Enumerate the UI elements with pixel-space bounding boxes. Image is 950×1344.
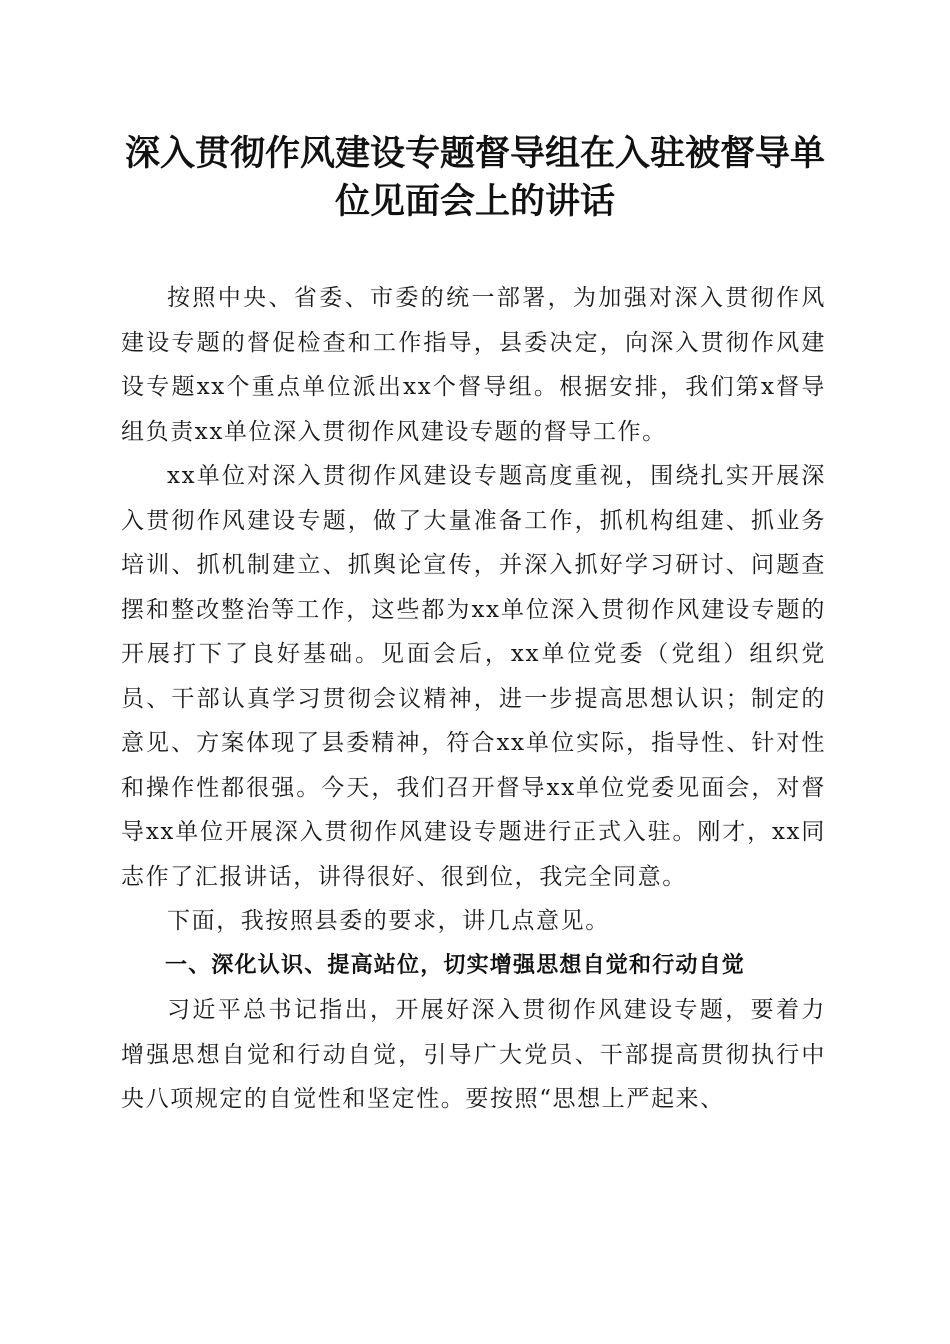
paragraph-preparation: xx单位对深入贯彻作风建设专题高度重视，围绕扎实开展深入贯彻作风建设专题，做了大量准备工作，抓机构组建、抓业务培训、抓机制建立、抓舆论宣传，并深入抓好学习研讨、问题查摆和整改整治等工作，这些都为xx单位深入贯彻作风建设专题的开展打下了良好基础。见面会后，xx单位党委（党组）组织党员、干部认真学习贯彻会议精神，进一步提高思想认识；制定的意见、方案体现了县委精神，符合xx单位实际，指导性、针对性和操作性都很强。今天，我们召开督导xx单位党委见面会，对督导xx单位开展深入贯彻作风建设专题进行正式入驻。刚才，xx同志作了汇报讲话，讲得很好、很到位，我完全同意。	[121, 463, 826, 890]
paragraph-section-1: 习近平总书记指出，开展好深入贯彻作风建设专题，要着力增强思想自觉和行动自觉，引导广大党员、干部提高贯彻执行中央八项规定的自觉性和坚定性。要按照“思想上严起来、	[121, 997, 826, 1112]
paragraph-transition: 下面，我按照县委的要求，讲几点意见。	[167, 908, 610, 934]
section-heading-1: 一、深化认识、提高站位，切实增强思想自觉和行动自觉	[165, 952, 746, 978]
document-body	[121, 276, 826, 1122]
document-title: 深入贯彻作风建设专题督导组在入驻被督导单位见面会上的讲话	[124, 133, 825, 222]
paragraph-intro: 按照中央、省委、市委的统一部署，为加强对深入贯彻作风建设专题的督促检查和工作指导，县委决定，向深入贯彻作风建设专题xx个重点单位派出xx个督导组。根据安排，我们第x督导组负责xx单位深入贯彻作风建设专题的督导工作。	[121, 285, 826, 445]
